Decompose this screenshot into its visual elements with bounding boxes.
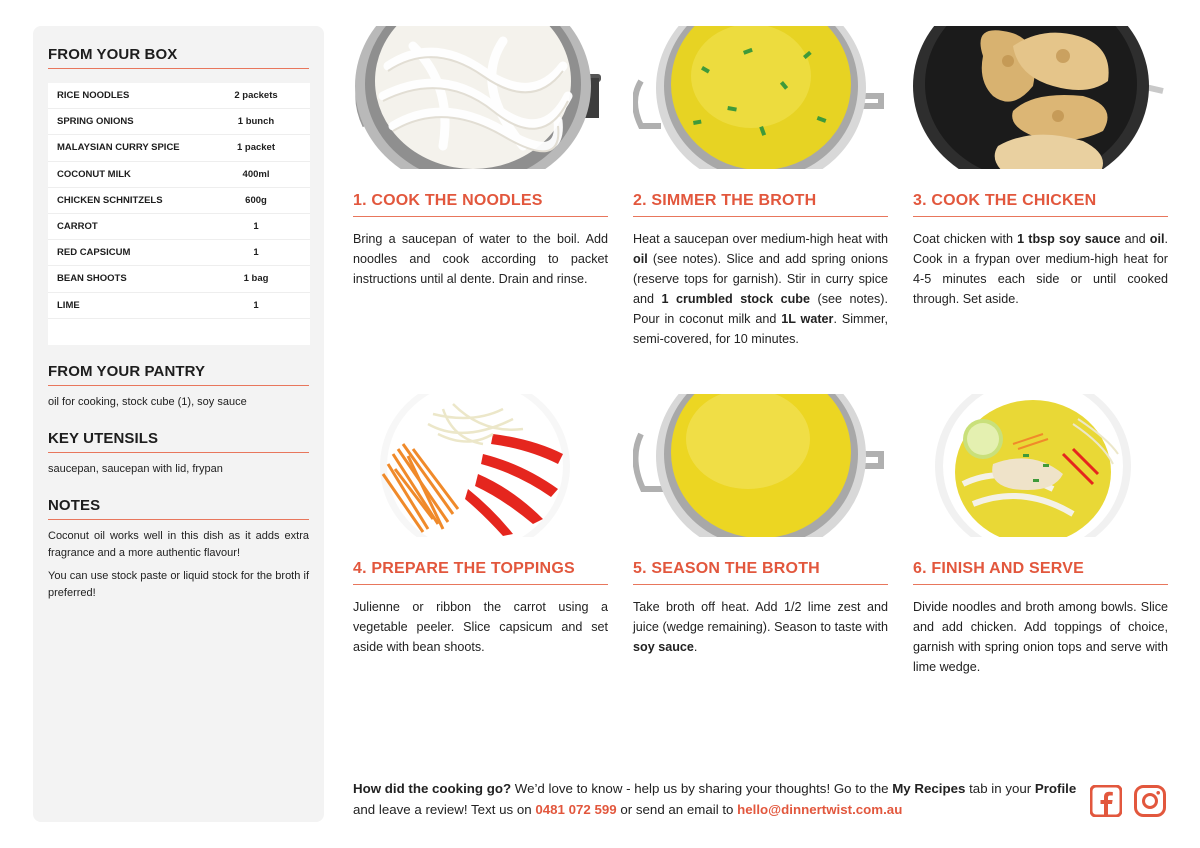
chicken-in-frypan-photo [913, 26, 1168, 169]
ingredient-row [48, 293, 310, 319]
step-text: and [1120, 232, 1150, 246]
step-body [913, 597, 1168, 677]
ingredient-name: MALAYSIAN CURRY SPICE [57, 142, 180, 154]
from-your-pantry-heading: FROM YOUR PANTRY [48, 363, 309, 386]
ingredient-row [48, 83, 310, 109]
ingredient-name: CHICKEN SCHNITZELS [57, 194, 163, 206]
step-title: 3. COOK THE CHICKEN [913, 192, 1168, 217]
step-4 [353, 394, 608, 657]
step-title: 1. COOK THE NOODLES [353, 192, 608, 217]
pantry-items: oil for cooking, stock cube (1), soy sauce [48, 396, 247, 408]
ingredient-qty: 400ml [242, 168, 270, 180]
step-2 [633, 26, 888, 349]
footer-text: We’d love to know - help us by sharing your thoughts! Go to the [511, 781, 893, 796]
step-text-bold: 1L water [781, 312, 834, 326]
utensils-list: saucepan, saucepan with lid, frypan [48, 463, 223, 475]
step-text-bold: 1 tbsp soy sauce [1017, 232, 1121, 246]
ingredient-row [48, 188, 310, 214]
step-title: 2. SIMMER THE BROTH [633, 192, 888, 217]
ingredient-qty: 1 [253, 299, 259, 311]
noodles-in-colander-photo [353, 26, 608, 169]
from-your-box-heading: FROM YOUR BOX [48, 46, 309, 69]
step-title: 5. SEASON THE BROTH [633, 560, 888, 585]
step-text: (see notes). Slice and add spring onions (reserve tops for garnish). Stir in curry spice and [633, 252, 888, 306]
step-title: 4. PREPARE THE TOPPINGS [353, 560, 608, 585]
ingredient-qty: 2 packets [234, 90, 278, 102]
ingredient-name: COCONUT MILK [57, 168, 131, 180]
ingredient-name: RICE NOODLES [57, 90, 130, 102]
step-body [353, 597, 608, 657]
seasoned-broth-pot-photo [633, 394, 888, 537]
step-text: Take broth off heat. Add 1/2 lime zest and juice (wedge remaining). Season to taste with [633, 600, 888, 634]
ingredient-qty: 1 packet [236, 142, 276, 154]
step-text: Bring a saucepan of water to the boil. Add noodles and cook according to packet instructions until al dente. Drain and rinse. [353, 232, 608, 286]
step-text: Coat chicken with [913, 232, 1018, 246]
ingredient-row [48, 214, 310, 240]
step-text: (see notes). Pour in coconut milk and [633, 292, 888, 326]
step-text: Divide noodles and broth among bowls. Slice and add chicken. Add toppings of choice, garnish with spring onion tops and serve with lime wedge. [913, 600, 1168, 674]
key-utensils-heading: KEY UTENSILS [48, 430, 309, 453]
step-5 [633, 394, 888, 657]
profile-label: Profile [1034, 781, 1077, 796]
step-text: . Cook in a frypan over medium-high heat for 4-5 minutes each side or until cooked through. Set aside. [913, 232, 1168, 306]
ingredient-name: RED CAPSICUM [57, 247, 131, 259]
step-body [633, 229, 888, 349]
footer-question: How did the cooking go? [353, 781, 512, 796]
feedback-footer [353, 778, 1083, 820]
ingredient-name: SPRING ONIONS [57, 116, 134, 128]
ingredient-row [48, 240, 310, 266]
key-utensils-section [48, 430, 309, 478]
step-1 [353, 26, 608, 289]
step-text: . [693, 640, 698, 654]
note-paragraph: You can use stock paste or liquid stock for the broth if preferred! [48, 570, 309, 599]
ingredient-row [48, 109, 310, 135]
vegetable-toppings-plate-photo [353, 394, 608, 537]
step-title: 6. FINISH AND SERVE [913, 560, 1168, 585]
step-text-bold: 1 crumbled stock cube [661, 292, 810, 306]
ingredient-row-empty [48, 319, 310, 345]
step-text: . Simmer, semi-covered, for 10 minutes. [633, 312, 888, 346]
email-link[interactable]: hello@dinnertwist.com.au [737, 802, 903, 817]
instagram-icon[interactable] [1134, 785, 1166, 822]
phone-number-link[interactable]: 0481 072 599 [535, 802, 617, 817]
step-text: Julienne or ribbon the carrot using a vegetable peeler. Slice capsicum and set aside with bean shoots. [353, 600, 608, 654]
my-recipes-label: My Recipes [892, 781, 966, 796]
step-text-bold: oil [633, 252, 648, 266]
step-body [353, 229, 608, 289]
footer-text: or send an email to [616, 802, 738, 817]
curry-broth-pot-photo [633, 26, 888, 169]
step-6 [913, 394, 1168, 677]
from-your-pantry-section [48, 363, 309, 411]
laksa-bowl-photo [913, 394, 1168, 537]
note-paragraph: Coconut oil works well in this dish as it adds extra fragrance and a more authentic flavour! [48, 530, 309, 559]
ingredient-qty: 1 bag [243, 273, 269, 285]
ingredient-name: LIME [57, 299, 80, 311]
step-3 [913, 26, 1168, 309]
notes-section [48, 497, 309, 602]
step-text-bold: soy sauce [633, 640, 694, 654]
step-body [913, 229, 1168, 309]
ingredient-qty: 1 [253, 247, 259, 259]
notes-heading: NOTES [48, 497, 309, 520]
facebook-icon[interactable] [1090, 785, 1122, 822]
ingredient-row [48, 135, 310, 161]
ingredient-name: BEAN SHOOTS [57, 273, 127, 285]
step-body [633, 597, 888, 657]
footer-text: tab in your [965, 781, 1035, 796]
ingredient-name: CARROT [57, 221, 98, 233]
footer-text: and leave a review! Text us on [353, 802, 536, 817]
ingredient-row [48, 266, 310, 292]
sidebar [33, 26, 324, 822]
ingredient-row [48, 162, 310, 188]
ingredient-qty: 1 bunch [237, 116, 275, 128]
ingredient-qty: 600g [245, 194, 267, 206]
ingredient-qty: 1 [253, 221, 259, 233]
step-text: Heat a saucepan over medium-high heat with [633, 232, 888, 246]
ingredients-table [48, 83, 310, 345]
step-text-bold: oil [1149, 232, 1165, 246]
